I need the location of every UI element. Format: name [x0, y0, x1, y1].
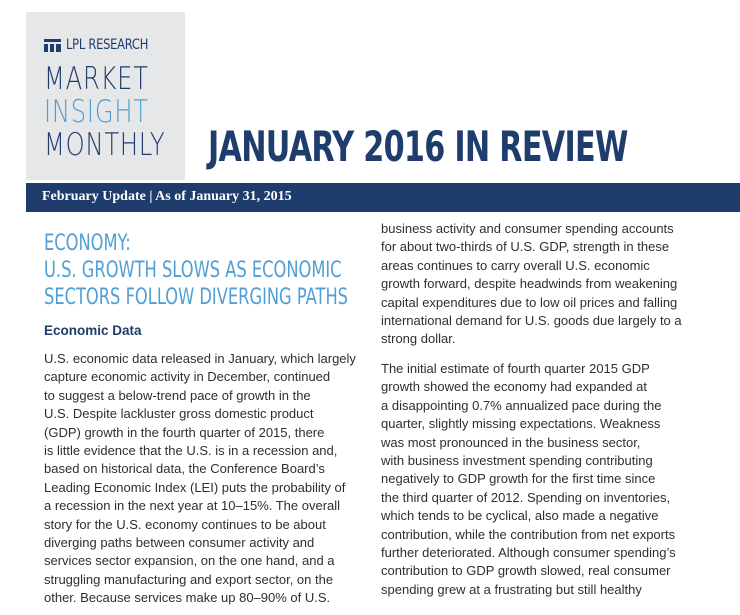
right-column-2-line: a disappointing 0.7% annualized pace during the [381, 397, 662, 413]
right-column-2-line: quarter, slightly missing expectations. Weakness [381, 416, 661, 432]
right-column-1-line: for about two-thirds of U.S. GDP, strength in these [381, 239, 670, 255]
left-column-line: story for the U.S. economy continues to be about [44, 516, 326, 532]
right-column-1-line: capital expenditures due to low oil prices and falling [381, 294, 678, 310]
brand [44, 37, 166, 53]
left-column-line: a recession in the next year at 10–15%. The overall [44, 498, 341, 514]
brand-name: LPL RESEARCH [66, 37, 149, 53]
right-column-1-line: growth forward, despite headwinds from weakening [381, 276, 678, 292]
masthead [26, 12, 185, 180]
right-column-2-line: growth showed the economy had expanded at [381, 379, 647, 395]
section-heading [44, 230, 348, 311]
page-title: JANUARY 2016 IN REVIEW [208, 122, 628, 171]
left-column-line: Leading Economic Index (LEI) puts the probability of [44, 479, 346, 495]
section-heading-line-2: U.S. GROWTH SLOWS AS ECONOMIC [44, 258, 342, 283]
left-column-line: U.S. Despite lackluster gross domestic product [44, 406, 314, 422]
left-column-line: other. Because services make up 80–90% of U.S. [44, 590, 331, 606]
right-column-2-line: contribution, while the contribution from net exports [381, 526, 676, 542]
right-column-2-line: the third quarter of 2012. Spending on inventories, [381, 489, 671, 505]
right-column-2-line: The initial estimate of fourth quarter 2015 GDP [381, 361, 650, 376]
right-column-1-line: business activity and consumer spending accounts [381, 221, 674, 236]
right-column-2-line: contribution to GDP growth slowed, real consumer [381, 563, 671, 579]
left-column-line: capture economic activity in December, continued [44, 369, 331, 385]
right-column-1-line: areas continues to carry overall U.S. economic [381, 257, 650, 273]
right-column-2-line: negatively to GDP growth for the first time since [381, 471, 656, 487]
section-heading-line-1: ECONOMY: [44, 231, 131, 256]
publication-title-line-1: MARKET [44, 61, 149, 97]
left-column-line: diverging paths between consumer activity and [44, 534, 315, 550]
right-column-2-line: was most pronounced in the business sector, [381, 434, 641, 450]
right-column-1-line: strong dollar. [381, 331, 456, 347]
right-column-paragraph-2 [381, 360, 676, 599]
publication-title-line-3: MONTHLY [44, 127, 166, 163]
left-column-line: is little evidence that the U.S. is in a recession and, [44, 442, 338, 458]
update-bar [26, 183, 740, 212]
subhead-economic-data: Economic Data [44, 323, 142, 338]
right-column-2-line: which tends to be cyclical, also made a negative [381, 508, 659, 524]
update-date: February Update | As of January 31, 2015 [42, 189, 292, 204]
right-column-paragraph-1 [381, 220, 682, 349]
right-column-2-line: further deteriorated. Although consumer spending’s [381, 544, 676, 560]
publication-title [44, 63, 165, 162]
right-column-2-line: with business investment spending contributing [381, 452, 653, 468]
section-heading-line-3: SECTORS FOLLOW DIVERGING PATHS [44, 285, 349, 310]
lpl-logo-icon [44, 39, 61, 52]
left-column-line: based on historical data, the Conference Board’s [44, 461, 325, 477]
right-column-1-line: international demand for U.S. goods due largely to a [381, 312, 682, 328]
left-column-line: struggling manufacturing and export sector, on the [44, 571, 334, 587]
left-column-line: to suggest a below-trend pace of growth in the [44, 387, 311, 403]
right-column-2-line: spending grew at a frustrating but still healthy [381, 581, 642, 597]
left-column-line: U.S. economic data released in January, which largely [44, 351, 356, 366]
left-column-line: (GDP) growth in the fourth quarter of 2015, there [44, 424, 325, 440]
publication-title-line-2: INSIGHT [44, 94, 149, 130]
left-column-text [44, 350, 356, 607]
left-column-line: services sector expansion, on the one hand, and a [44, 553, 335, 569]
